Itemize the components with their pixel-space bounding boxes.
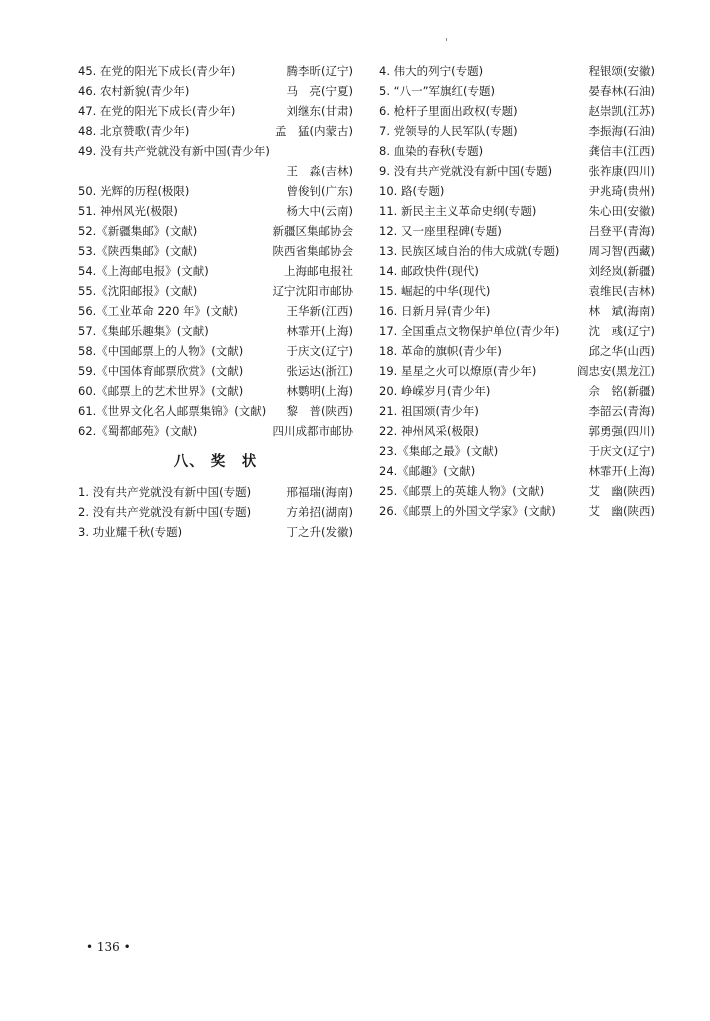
entry-title: 52.《新疆集邮》(文献): [78, 224, 198, 238]
entry-title: 51. 神州风光(极限): [78, 204, 178, 218]
entry-title: 17. 全国重点文物保护单位(青少年): [379, 324, 560, 338]
list-item: [78, 201, 353, 221]
entry-title: 62.《蜀都邮苑》(文献): [78, 424, 198, 438]
entry-winner: 阎忠安(黑龙江): [577, 364, 655, 378]
list-item: [379, 61, 655, 81]
entry-winner: 丁之升(发徽): [286, 525, 353, 539]
entry-title: 10. 路(专题): [379, 184, 445, 198]
entry-title: 45. 在党的阳光下成长(青少年): [78, 64, 236, 78]
entry-winner: 陕西省集邮协会: [272, 244, 353, 258]
entry-winner: 黎 普(陕西): [286, 404, 353, 418]
list-item: [379, 261, 655, 281]
list-item: [78, 61, 353, 81]
entry-title: 57.《集邮乐趣集》(文献): [78, 324, 209, 338]
entry-winner: 林霏开(上海): [588, 464, 655, 478]
list-item: [78, 421, 353, 441]
entry-winner: 于庆文(辽宁): [588, 444, 655, 458]
entry-winner: 程银颂(安徽): [588, 64, 655, 78]
list-item: [78, 181, 353, 201]
list-item-continuation: [78, 161, 353, 181]
list-item: [78, 321, 353, 341]
entry-title: 53.《陕西集邮》(文献): [78, 244, 198, 258]
entry-title: 13. 民族区域自治的伟大成就(专题): [379, 244, 560, 258]
list-item: [78, 361, 353, 381]
entry-title: 26.《邮票上的外国文学家》(文献): [379, 504, 556, 518]
entry-title: 20. 峥嵘岁月(青少年): [379, 384, 491, 398]
list-item: [379, 181, 655, 201]
list-item: [379, 101, 655, 121]
list-item: [78, 121, 353, 141]
entry-winner: 周习智(西藏): [588, 244, 655, 258]
list-item: [379, 401, 655, 421]
list-item: [379, 481, 655, 501]
list-item: [379, 381, 655, 401]
entry-winner: 邢福瑞(海南): [286, 485, 353, 499]
entry-winner: 艾 幽(陕西): [588, 484, 655, 498]
entry-title: 1. 没有共产党就没有新中国(专题): [78, 485, 252, 499]
entry-title: 58.《中国邮票上的人物》(文献): [78, 344, 244, 358]
entry-title: 14. 邮政快件(现代): [379, 264, 479, 278]
entry-winner: 艾 幽(陕西): [588, 504, 655, 518]
left-column: [78, 61, 353, 542]
entry-title: 25.《邮票上的英雄人物》(文献): [379, 484, 545, 498]
entry-title: 56.《工业革命 220 年》(文献): [78, 304, 239, 318]
entry-winner: 朱心田(安徽): [588, 204, 655, 218]
entry-title: 16. 日新月异(青少年): [379, 304, 491, 318]
list-item: [78, 101, 353, 121]
entry-title: 9. 没有共产党就没有新中国(专题): [379, 164, 553, 178]
entry-title: 5. “八一”军旗红(专题): [379, 84, 496, 98]
entry-title: 2. 没有共产党就没有新中国(专题): [78, 505, 252, 519]
entry-title: 23.《集邮之最》(文献): [379, 444, 499, 458]
entry-title: 15. 崛起的中华(现代): [379, 284, 491, 298]
list-item: [379, 341, 655, 361]
entry-winner: 曾俊钊(广东): [286, 184, 353, 198]
list-item: [379, 201, 655, 221]
list-item: [379, 421, 655, 441]
list-item: [78, 341, 353, 361]
list-item: [78, 401, 353, 421]
entry-winner: 马 亮(宁夏): [286, 84, 353, 98]
entry-winner: 沈 彧(辽宁): [588, 324, 655, 338]
list-item: [379, 281, 655, 301]
entry-title: 22. 神州风采(极限): [379, 424, 479, 438]
list-item: [78, 381, 353, 401]
entry-winner: 刘继东(甘肃): [286, 104, 353, 118]
entry-winner: 郭勇强(四川): [588, 424, 655, 438]
list-item: [78, 261, 353, 281]
list-item: [379, 81, 655, 101]
list-item: [78, 221, 353, 241]
list-item: [379, 301, 655, 321]
entry-title: 60.《邮票上的艺术世界》(文献): [78, 384, 244, 398]
entry-winner: 张运达(浙江): [286, 364, 353, 378]
entry-winner: 辽宁沈阳市邮协: [272, 284, 353, 298]
entry-title: 54.《上海邮电报》(文献): [78, 264, 209, 278]
entry-winner: 尹兆琦(贵州): [588, 184, 655, 198]
entry-winner: 李韶云(青海): [588, 404, 655, 418]
entry-winner: 方弟招(湖南): [286, 505, 353, 519]
entry-title: 19. 星星之火可以燎原(青少年): [379, 364, 537, 378]
entry-winner: 于庆文(辽宁): [286, 344, 353, 358]
list-item: [379, 361, 655, 381]
entry-title: 61.《世界文化名人邮票集锦》(文献): [78, 404, 267, 418]
entry-title: 47. 在党的阳光下成长(青少年): [78, 104, 236, 118]
list-item: [379, 321, 655, 341]
entry-winner: 龚信丰(江西): [588, 144, 655, 158]
list-item: [78, 141, 353, 161]
entry-winner: 孟 猛(内蒙古): [275, 124, 353, 138]
entry-winner: 王 淼(吉林): [286, 164, 353, 178]
entry-title: 55.《沈阳邮报》(文献): [78, 284, 198, 298]
entry-title: 6. 枪杆子里面出政权(专题): [379, 104, 518, 118]
entry-title: 48. 北京赞歌(青少年): [78, 124, 190, 138]
scan-speck: [446, 38, 447, 41]
entry-title: 21. 祖国颂(青少年): [379, 404, 479, 418]
list-item: [379, 461, 655, 481]
entry-title: 12. 又一座里程碑(专题): [379, 224, 502, 238]
entry-title: 4. 伟大的列宁(专题): [379, 64, 484, 78]
entry-title: 49. 没有共产党就没有新中国(青少年): [78, 144, 270, 158]
list-item: [379, 241, 655, 261]
entry-winner: 四川成都市邮协: [272, 424, 353, 438]
entry-title: 46. 农村新貌(青少年): [78, 84, 190, 98]
entry-winner: 新疆区集邮协会: [272, 224, 353, 238]
entry-winner: 袁维民(吉林): [588, 284, 655, 298]
entry-winner: 李振海(石油): [588, 124, 655, 138]
section-heading-awards: 八、 奖 状: [173, 454, 258, 470]
list-item: [379, 441, 655, 461]
entry-title: 18. 革命的旗帜(青少年): [379, 344, 502, 358]
entry-winner: 晏春林(石油): [588, 84, 655, 98]
award-list-item: [78, 502, 353, 522]
entry-title: 59.《中国体育邮票欣赏》(文献): [78, 364, 244, 378]
award-list-item: [78, 482, 353, 502]
entry-title: 7. 党领导的人民军队(专题): [379, 124, 518, 138]
list-item: [379, 141, 655, 161]
entry-winner: 吕登平(青海): [588, 224, 655, 238]
entry-winner: 林 斌(海南): [588, 304, 655, 318]
entry-title: 8. 血染的春秋(专题): [379, 144, 484, 158]
entry-winner: 邱之华(山西): [588, 344, 655, 358]
entry-winner: 刘经岚(新疆): [588, 264, 655, 278]
page-number: • 136 •: [86, 940, 131, 954]
entry-title: 3. 功业耀千秋(专题): [78, 525, 183, 539]
entry-winner: 佘 铭(新疆): [588, 384, 655, 398]
list-item: [379, 221, 655, 241]
entry-title: 50. 光辉的历程(极限): [78, 184, 190, 198]
list-item: [379, 121, 655, 141]
list-item: [379, 161, 655, 181]
entry-winner: 赵崇凯(江苏): [588, 104, 655, 118]
entry-winner: 杨大中(云南): [286, 204, 353, 218]
entry-winner: 林霏开(上海): [286, 324, 353, 338]
right-column: [379, 61, 655, 521]
entry-title: 11. 新民主主义革命史纲(专题): [379, 204, 537, 218]
entry-winner: 王华新(江西): [286, 304, 353, 318]
list-item: [78, 241, 353, 261]
entry-winner: 林鹦明(上海): [286, 384, 353, 398]
entry-winner: 张祚康(四川): [588, 164, 655, 178]
entry-winner: 上海邮电报社: [284, 264, 353, 278]
award-list-item: [78, 522, 353, 542]
list-item: [78, 81, 353, 101]
list-item: [379, 501, 655, 521]
list-item: [78, 301, 353, 321]
entry-title: 24.《邮趣》(文献): [379, 464, 476, 478]
list-item: [78, 281, 353, 301]
entry-winner: 腾李昕(辽宁): [286, 64, 353, 78]
